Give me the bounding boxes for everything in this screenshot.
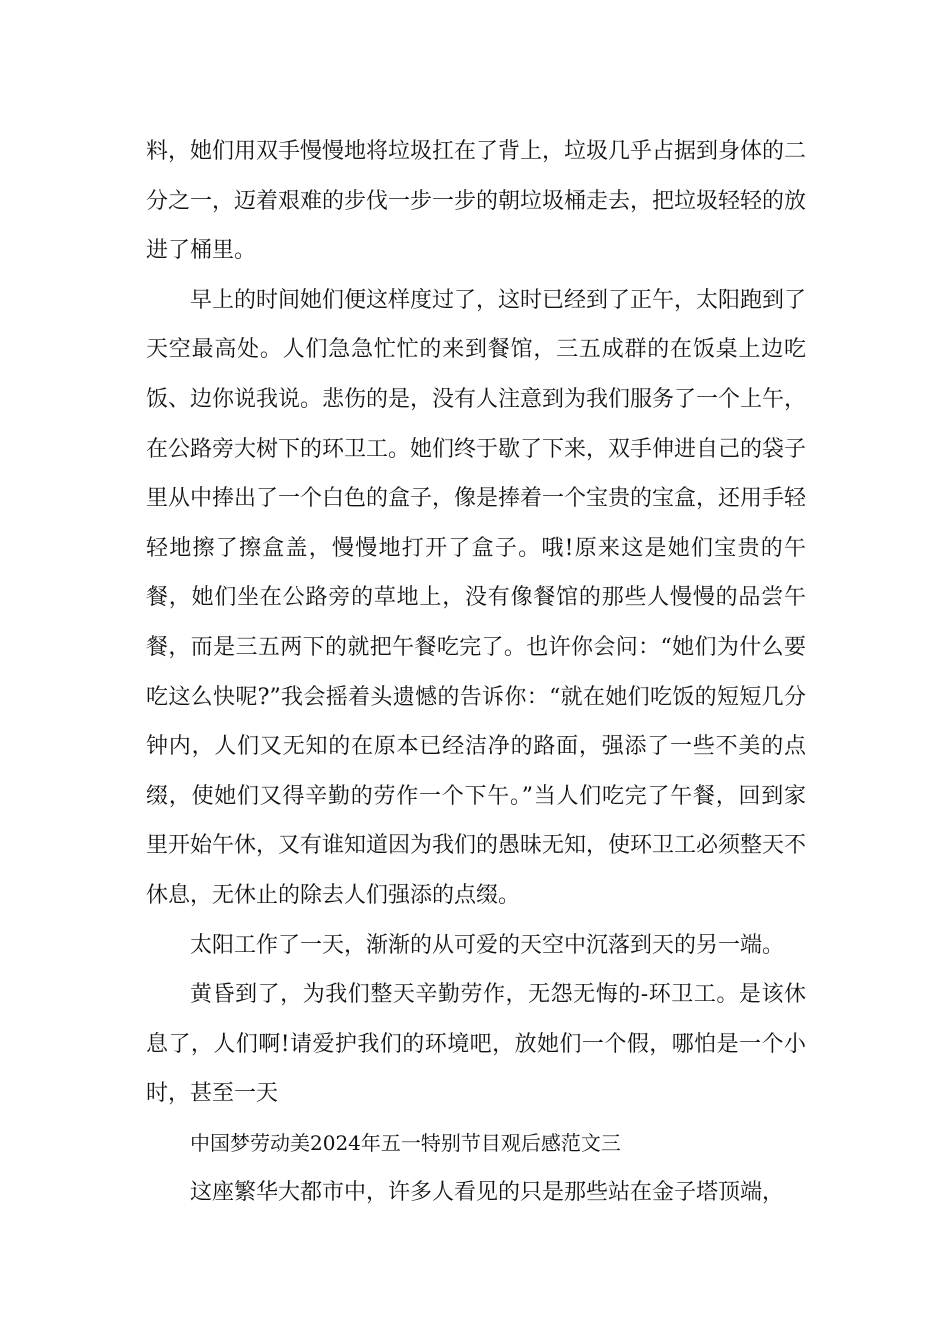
paragraph-sunset: 太阳工作了一天，渐渐的从可爱的天空中沉落到天的另一端。 <box>190 932 785 958</box>
paragraph-dusk: 黄昏到了，为我们整天辛勤劳作，无怨无悔的-环卫工。是该休息了，人们啊!请爱护我们的环境吧，放她们一个假，哪怕是一个小时，甚至一天 <box>146 982 806 1107</box>
paragraph-noon: 早上的时间她们便这样度过了，这时已经到了正午，太阳跑到了天空最高处。人们急急忙忙的来到餐馆，三五成群的在饭桌上边吃饭、边你说我说。悲伤的是，没有人注意到为我们服务了一个上午，在公路旁大树下的环卫工。她们终于歇了下来，双手伸进自己的袋子里从中捧出了一个白色的盒子，像是捧着一个宝贵的宝盒，还用手轻轻地擦了擦盒盖，慢慢地打开了盒子。哦!原来这是她们宝贵的午餐，她们坐在公路旁的草地上，没有像餐馆的那些人慢慢的品尝午餐，而是三五两下的就把午餐吃完了。也许你会问：“她们为什么要吃这么快呢?”我会摇着头遗憾的告诉你：“就在她们吃饭的短短几分钟内，人们又无知的在原本已经洁净的路面，强添了一些不美的点缀，使她们又得辛勤的劳作一个下午。”当人们吃完了午餐，回到家里开始午休，又有谁知道因为我们的愚昧无知，使环卫工必须整天不休息，无休止的除去人们强添的点缀。 <box>146 287 807 908</box>
section-title: 中国梦劳动美2024年五一特别节目观后感范文三 <box>190 1130 621 1155</box>
document-body <box>146 127 806 1218</box>
paragraph-city: 这座繁华大都市中，许多人看见的只是那些站在金子塔顶端， <box>190 1180 785 1206</box>
paragraph-continuation: 料，她们用双手慢慢地将垃圾扛在了背上，垃圾几乎占据到身体的二分之一，迈着艰难的步伐一步一步的朝垃圾桶走去，把垃圾轻轻的放进了桶里。 <box>146 139 807 264</box>
